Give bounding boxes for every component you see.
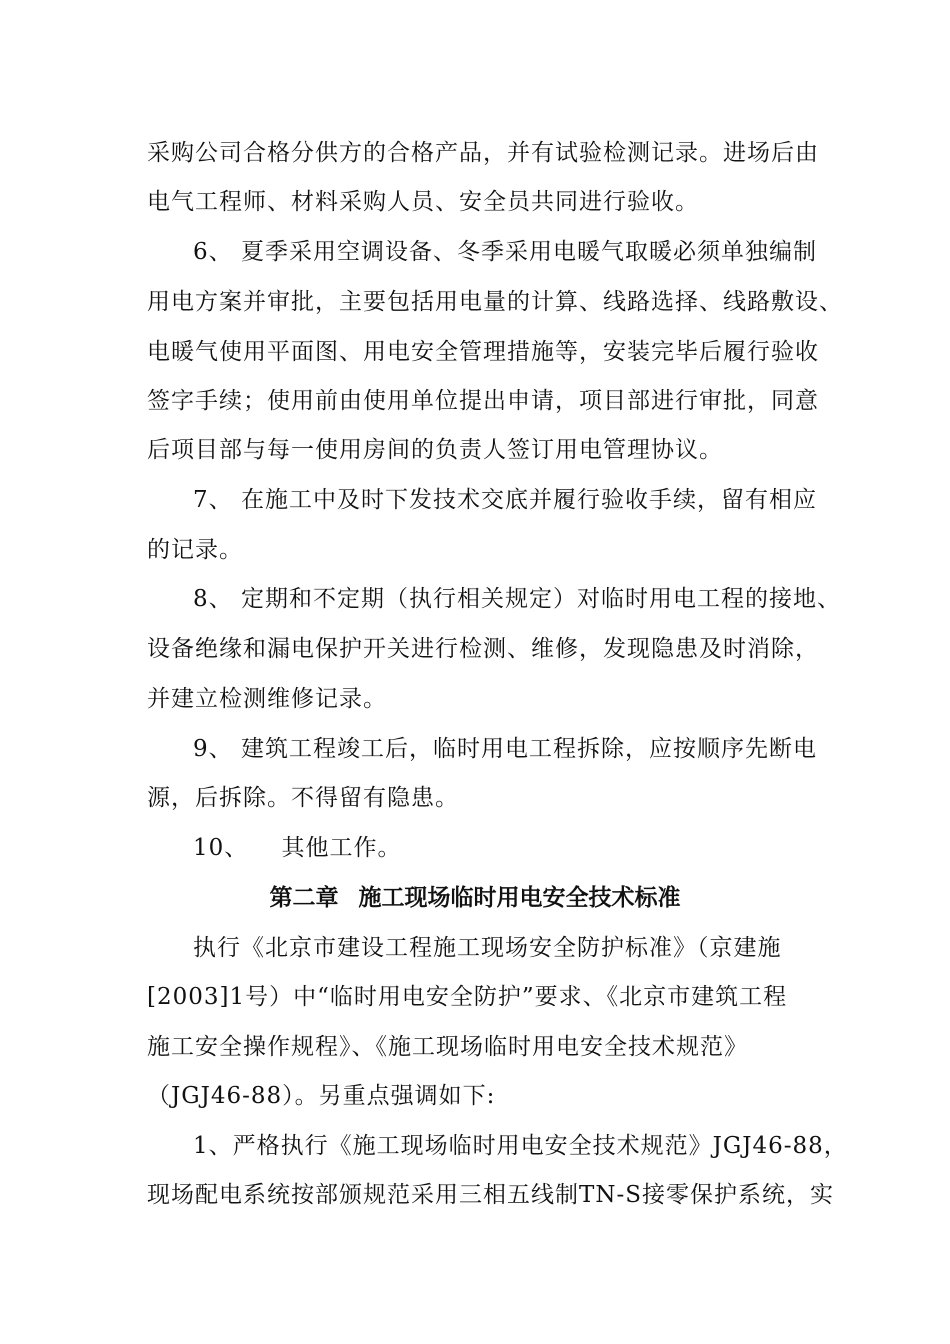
text-line: 的记录。 <box>147 537 243 563</box>
text-line: 签字手续；使用前由使用单位提出申请，项目部进行审批，同意 <box>147 388 819 414</box>
text-line: 10、 其他工作。 <box>193 835 402 861</box>
text-line: （JGJ46-88）。另重点强调如下: <box>147 1083 496 1109</box>
text-line: 执行《北京市建设工程施工现场安全防护标准》（京建施 <box>193 935 782 961</box>
text-line: 9、 建筑工程竣工后，临时用电工程拆除，应按顺序先断电 <box>193 736 817 762</box>
text-line: 电暖气使用平面图、用电安全管理措施等，安装完毕后履行验收 <box>147 339 819 365</box>
text-line: 现场配电系统按部颁规范采用三相五线制TN-S接零保护系统，实 <box>147 1182 834 1208</box>
text-line: 1、严格执行《施工现场临时用电安全技术规范》JGJ46-88， <box>193 1133 848 1159</box>
text-line: 后项目部与每一使用房间的负责人签订用电管理协议。 <box>147 437 723 463</box>
text-line: 施工安全操作规程》、《施工现场临时用电安全技术规范》 <box>147 1034 748 1060</box>
text-line: 8、 定期和不定期（执行相关规定）对临时用电工程的接地、 <box>193 586 841 612</box>
chapter-number: 第二章 <box>269 885 339 911</box>
text-line: 源，后拆除。不得留有隐患。 <box>147 785 459 811</box>
text-line: [2003]1号）中“临时用电安全防护”要求、《北京市建筑工程 <box>147 984 788 1010</box>
text-line: 并建立检测维修记录。 <box>147 686 387 712</box>
text-line: 采购公司合格分供方的合格产品，并有试验检测记录。进场后由 <box>147 140 819 166</box>
text-line: 6、 夏季采用空调设备、冬季采用电暖气取暖必须单独编制 <box>193 239 817 265</box>
chapter-heading <box>0 882 950 914</box>
text-line: 7、 在施工中及时下发技术交底并履行验收手续，留有相应 <box>193 487 817 513</box>
text-line: 用电方案并审批，主要包括用电量的计算、线路选择、线路敷设、 <box>147 289 843 315</box>
text-line: 设备绝缘和漏电保护开关进行检测、维修，发现隐患及时消除， <box>147 636 819 662</box>
text-line: 电气工程师、材料采购人员、安全员共同进行验收。 <box>147 189 699 215</box>
chapter-title: 施工现场临时用电安全技术标准 <box>358 885 681 911</box>
